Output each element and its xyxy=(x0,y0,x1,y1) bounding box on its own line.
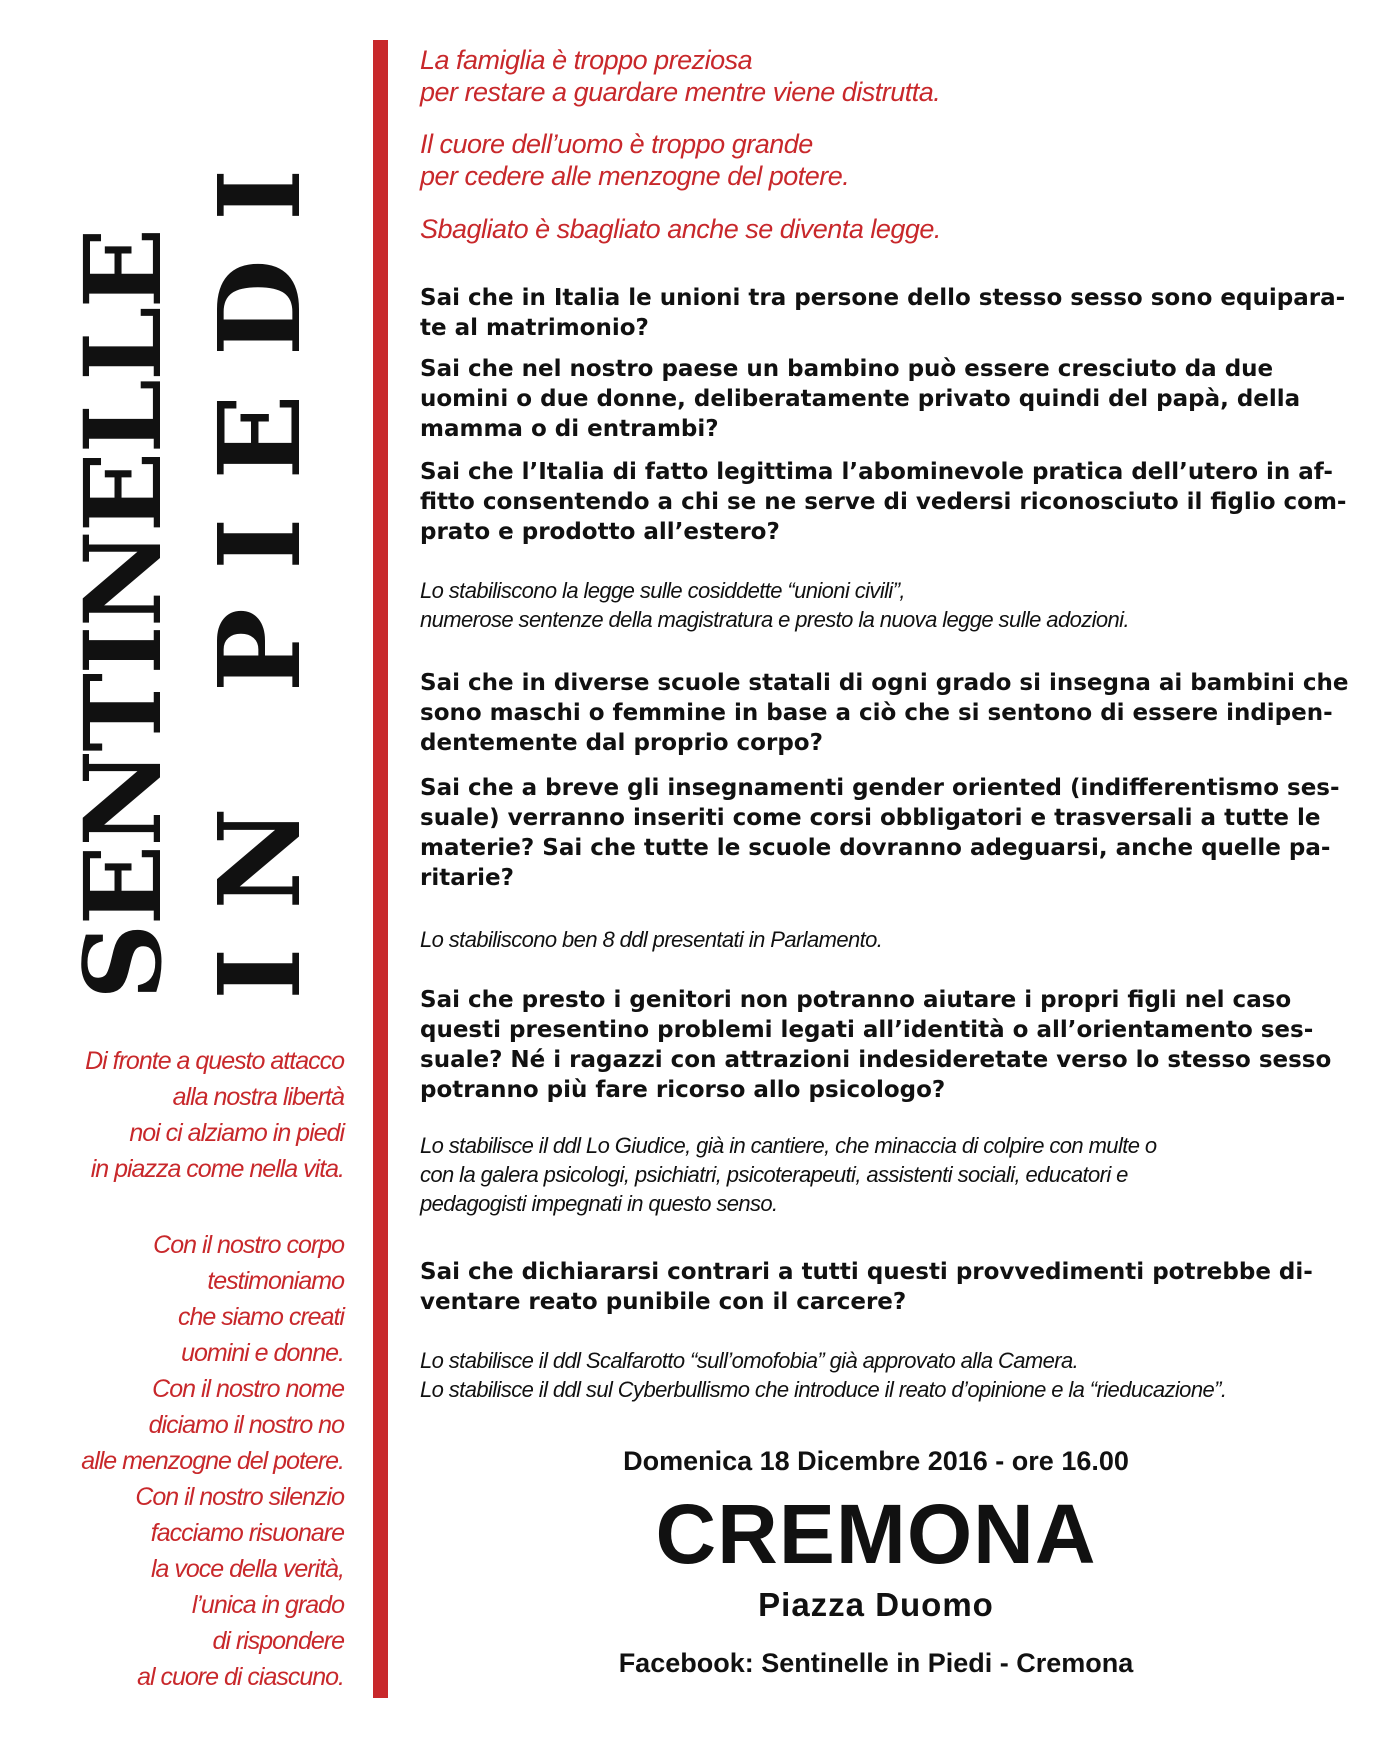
left-slogan-line: al cuore di ciascuno. xyxy=(137,1663,344,1691)
event-place: Piazza Duomo xyxy=(758,1586,994,1623)
source-note-3 xyxy=(420,1131,1340,1218)
question-paragraph-5 xyxy=(420,773,1340,893)
question-paragraph-3 xyxy=(420,457,1347,547)
question-paragraph-7 xyxy=(420,1257,1332,1317)
question-line: Sai che in Italia le unioni tra persone dello stesso sesso sono equipara- xyxy=(420,285,1346,311)
intro-line: Il cuore dell’uomo è troppo grande xyxy=(420,129,813,159)
question-line: Sai che dichiararsi contrari a tutti questi provvedimenti potrebbe di- xyxy=(420,1259,1313,1285)
left-slogan-line: la voce della verità, xyxy=(150,1555,344,1583)
question-line: suale) verranno inseriti come corsi obbligatori e trasversali a tutte le xyxy=(420,805,1321,831)
left-slogan-line: noi ci alziamo in piedi xyxy=(129,1119,344,1147)
question-paragraph-4 xyxy=(420,668,1349,758)
left-slogan-line: di rispondere xyxy=(212,1627,344,1655)
note-line: Lo stabilisce il ddl Scalfarotto “sull’omofobia” già approvato alla Camera. xyxy=(420,1348,1079,1373)
question-line: Sai che in diverse scuole statali di ogni grado si insegna ai bambini che xyxy=(420,670,1349,696)
left-slogan-line: alle menzogne del potere. xyxy=(81,1447,344,1475)
vertical-title-line-2: IN PIEDI xyxy=(195,130,326,1000)
intro-line: La famiglia è troppo preziosa xyxy=(420,45,753,75)
question-line: Sai che a breve gli insegnamenti gender oriented (indifferentismo ses- xyxy=(420,775,1340,801)
left-slogan-line: diciamo il nostro no xyxy=(148,1411,344,1439)
left-slogan-line: alla nostra libertà xyxy=(172,1083,344,1111)
event-date: Domenica 18 Dicembre 2016 - ore 16.00 xyxy=(623,1446,1129,1476)
intro-paragraph-1 xyxy=(420,44,1320,108)
question-paragraph-6 xyxy=(420,985,1332,1105)
note-line: Lo stabiliscono la legge sulle cosiddette “unioni civili”, xyxy=(420,578,905,603)
question-line: uomini o due donne, deliberatamente privato quindi del papà, della xyxy=(420,386,1301,412)
question-paragraph-2 xyxy=(420,354,1332,444)
question-line: Sai che presto i genitori non potranno aiutare i propri figli nel caso xyxy=(420,987,1292,1013)
note-line: Lo stabilisce il ddl Lo Giudice, già in cantiere, che minaccia di colpire con multe o xyxy=(420,1133,1157,1158)
question-line: Sai che l’Italia di fatto legittima l’abominevole pratica dell’utero in af- xyxy=(420,459,1333,485)
question-line: te al matrimonio? xyxy=(420,315,649,341)
question-line: sono maschi o femmine in base a ciò che si sentono di essere indipen- xyxy=(420,700,1333,726)
left-slogan-line: l’unica in grado xyxy=(191,1591,344,1619)
question-line: dentemente dal proprio corpo? xyxy=(420,730,823,756)
source-note-1 xyxy=(420,576,1340,634)
event-facebook: Facebook: Sentinelle in Piedi - Cremona xyxy=(618,1648,1134,1678)
question-line: mamma o di entrambi? xyxy=(420,416,719,442)
question-line: materie? Sai che tutte le scuole dovranno adeguarsi, anche quelle pa- xyxy=(420,835,1331,861)
question-line: Sai che nel nostro paese un bambino può essere cresciuto da due xyxy=(420,356,1274,382)
source-note-4 xyxy=(420,1346,1340,1404)
left-slogan-line: Con il nostro corpo xyxy=(153,1231,344,1259)
vertical-title-line-1: SENTINELLE xyxy=(60,229,185,1000)
left-slogan-line: Di fronte a questo attacco xyxy=(85,1047,344,1075)
note-line: Lo stabiliscono ben 8 ddl presentati in Parlamento. xyxy=(420,927,883,952)
left-slogan-block-1 xyxy=(24,1043,344,1187)
question-paragraph-1 xyxy=(420,283,1346,343)
note-line: pedagogisti impegnati in questo senso. xyxy=(420,1191,778,1216)
question-line: potranno più fare ricorso allo psicologo? xyxy=(420,1077,946,1103)
question-line: questi presentino problemi legati all’identità o all’orientamento ses- xyxy=(420,1017,1314,1043)
note-line: Lo stabilisce il ddl sul Cyberbullismo che introduce il reato d’opinione e la “rieducazione”. xyxy=(420,1377,1227,1402)
left-slogan-line: Con il nostro silenzio xyxy=(135,1483,344,1511)
event-city: CREMONA xyxy=(655,1487,1097,1581)
question-line: suale? Né i ragazzi con attrazioni indesideretate verso lo stesso sesso xyxy=(420,1047,1332,1073)
intro-line: per restare a guardare mentre viene distrutta. xyxy=(420,77,941,107)
note-line: con la galera psicologi, psichiatri, psicoterapeuti, assistenti sociali, educatori e xyxy=(420,1162,1128,1187)
left-slogan-line: testimoniamo xyxy=(207,1267,344,1295)
intro-paragraph-3 xyxy=(420,213,1320,245)
question-line: prato e prodotto all’estero? xyxy=(420,519,780,545)
left-slogan-line: che siamo creati xyxy=(177,1303,344,1331)
left-slogan-line: facciamo risuonare xyxy=(150,1519,344,1547)
question-line: ventare reato punibile con il carcere? xyxy=(420,1289,907,1315)
question-line: ritarie? xyxy=(420,865,514,891)
red-divider-bar xyxy=(373,40,388,1698)
note-line: numerose sentenze della magistratura e presto la nuova legge sulle adozioni. xyxy=(420,607,1129,632)
question-line: fitto consentendo a chi se ne serve di vedersi riconosciuto il figlio com- xyxy=(420,489,1347,515)
intro-line: Sbagliato è sbagliato anche se diventa legge. xyxy=(420,214,941,244)
left-slogan-line: in piazza come nella vita. xyxy=(90,1155,344,1183)
source-note-2 xyxy=(420,925,1340,954)
left-slogan-line: Con il nostro nome xyxy=(152,1375,344,1403)
left-slogan-block-2 xyxy=(24,1227,344,1695)
intro-line: per cedere alle menzogne del potere. xyxy=(420,161,850,191)
intro-paragraph-2 xyxy=(420,128,1320,192)
left-slogan-line: uomini e donne. xyxy=(181,1339,344,1367)
